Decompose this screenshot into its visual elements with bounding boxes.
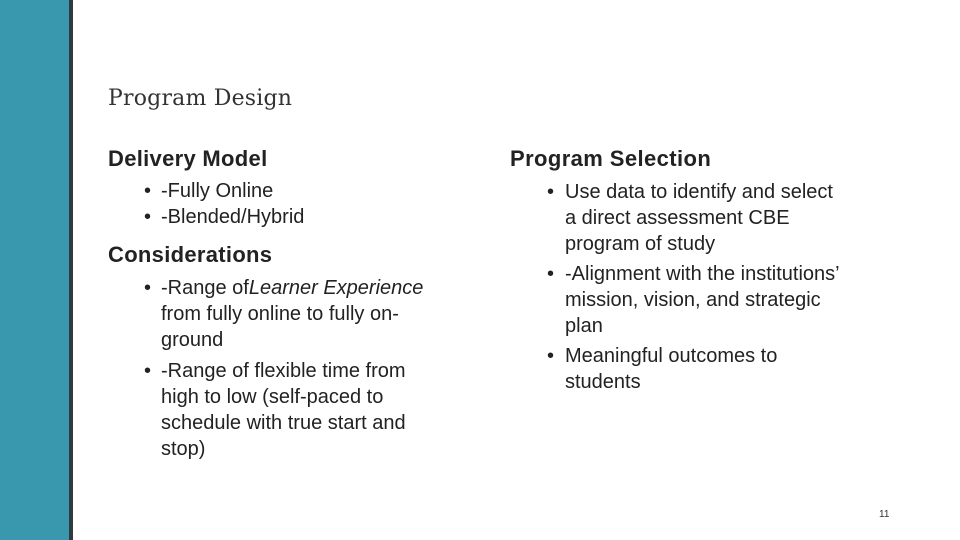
- left-column: [108, 145, 508, 462]
- list-item-line: a direct assessment CBE: [565, 207, 790, 229]
- list-item: [108, 178, 508, 204]
- bullet-icon: •: [144, 360, 152, 382]
- right-column: [510, 145, 930, 395]
- list-item-line: students: [565, 371, 641, 393]
- bullet-icon: •: [144, 180, 152, 202]
- list-item-line: ground: [161, 329, 224, 351]
- list-item: [108, 358, 508, 462]
- list-item-line: Use data to identify and select: [565, 181, 833, 203]
- bullet-icon: •: [547, 345, 555, 367]
- list-item: [510, 343, 930, 395]
- delivery-model-list: [108, 178, 508, 230]
- considerations-heading: Considerations: [108, 242, 273, 267]
- list-item-line: -Alignment with the institutions’: [565, 263, 840, 285]
- list-item-line: schedule with true start and: [161, 412, 406, 434]
- list-item-line: -Range of flexible time from: [161, 360, 406, 382]
- bullet-icon: •: [547, 181, 555, 203]
- bullet-icon: •: [547, 263, 555, 285]
- page-number: 11: [879, 509, 890, 520]
- list-item-line: from fully online to fully on-: [161, 303, 399, 325]
- list-item-line: Meaningful outcomes to: [565, 345, 778, 367]
- bullet-icon: •: [144, 277, 152, 299]
- list-item-text: -Fully Online: [161, 180, 274, 202]
- list-item-line: stop): [161, 438, 206, 460]
- list-item-text: -Range of: [161, 277, 249, 299]
- bullet-icon: •: [144, 206, 152, 228]
- program-selection-heading: Program Selection: [510, 146, 712, 171]
- slide-title: Program Design: [108, 86, 293, 111]
- list-item-line: high to low (self-paced to: [161, 386, 384, 408]
- list-item: [108, 204, 508, 230]
- list-item-emphasis: Learner Experience: [248, 277, 424, 299]
- list-item-line: program of study: [565, 233, 716, 255]
- list-item-text: -Blended/Hybrid: [161, 206, 305, 228]
- list-item-line: [161, 275, 508, 301]
- sidebar-accent: [0, 0, 69, 540]
- list-item: [108, 275, 508, 353]
- list-item-line: mission, vision, and strategic: [565, 289, 821, 311]
- list-item: [510, 179, 930, 257]
- sidebar-divider: [69, 0, 73, 540]
- delivery-model-heading: Delivery Model: [108, 146, 268, 171]
- considerations-list: [108, 275, 508, 462]
- program-selection-list: [510, 179, 930, 395]
- list-item-line: plan: [565, 315, 603, 337]
- list-item: [510, 261, 930, 339]
